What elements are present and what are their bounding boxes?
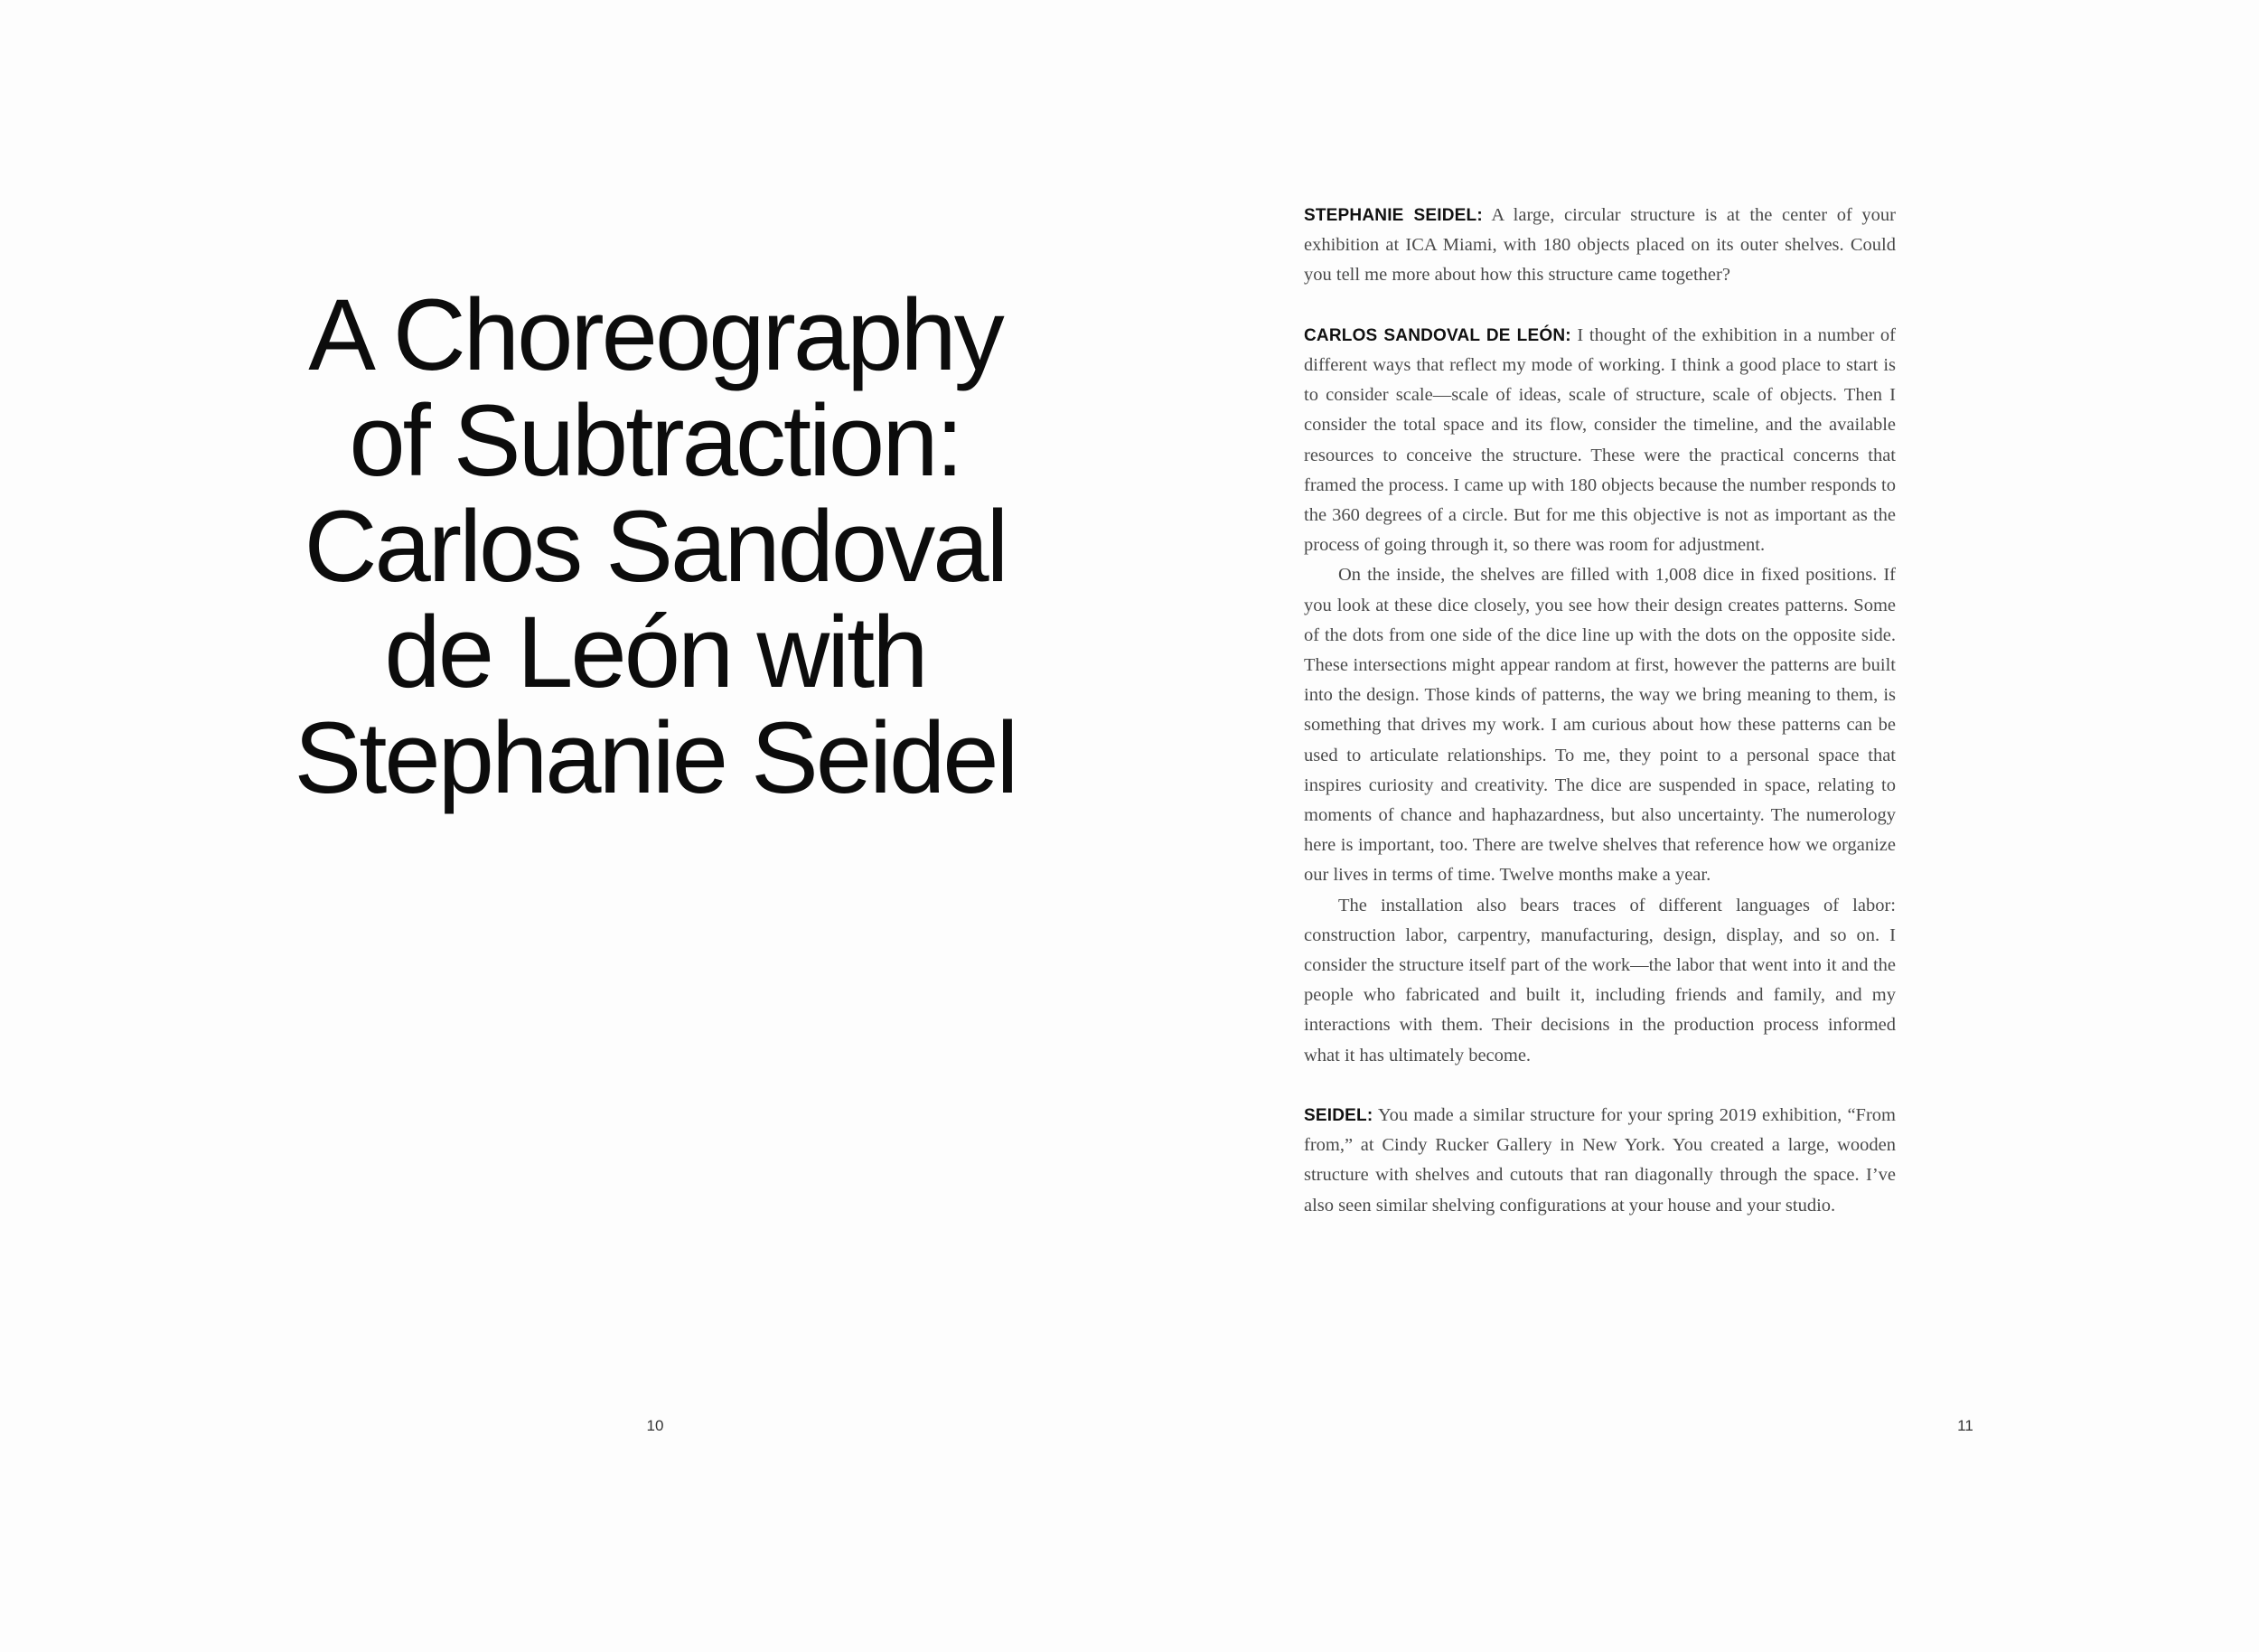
interview-body [1304,201,1896,1221]
title-line: de León with [384,596,926,709]
speaker-label: CARLOS SANDOVAL DE LEÓN: [1304,325,1571,345]
page-number-right: 11 [1957,1417,1973,1434]
paragraph-text: A large, circular structure is at the center of your exhibition at ICA Miami, with 180 objects placed on its outer shelves. Could you tell me more about how this structure came together? [1304,205,1896,286]
answer-paragraph [1304,891,1896,1071]
title-line: A Choreography [308,278,1002,391]
answer-paragraph [1304,321,1896,561]
page-number-left: 10 [646,1417,664,1434]
paragraph-text: You made a similar structure for your spring 2019 exhibition, “From from,” at Cindy Rucker Gallery in New York. You created a large, wooden structure with shelves and cutouts that ran diagonally through the space. I’ve also seen similar shelving configurations at your house and your studio. [1304,1105,1896,1216]
speaker-label: STEPHANIE SEIDEL: [1304,206,1483,225]
title-line: Carlos Sandoval [304,490,1007,603]
question-paragraph [1304,201,1896,291]
title-line: Stephanie Seidel [294,701,1017,814]
answer-paragraph [1304,560,1896,890]
article-title [226,278,1084,814]
paragraph-text: The installation also bears traces of different languages of labor: construction labor, carpentry, manufacturing, design, display, and so on. I consider the structure itself part of the work—the labor that went into it and the people who fabricated and built it, including friends and family, and my interactions with them. Their decisions in the production process informed what it has ultimately become. [1304,895,1896,1065]
paragraph-text: On the inside, the shelves are filled with 1,008 dice in fixed positions. If you look at these dice closely, you see how their design creates patterns. Some of the dots from one side of the dice line up with the dots on the opposite side. These intersections might appear random at first, however the patterns are built into the design. Those kinds of patterns, the way we bring meaning to them, is something that drives my work. I am curious about how these patterns can be used to articulate relationships. To me, they point to a personal space that inspires curiosity and creativity. The dice are suspended in space, relating to moments of chance and haphazardness, but also uncertainty. The numerology here is important, too. There are twelve shelves that reference how we organize our lives in terms of time. Twelve months make a year. [1304,565,1896,886]
title-line: of Subtraction: [349,384,961,497]
question-paragraph [1304,1101,1896,1221]
speaker-label: SEIDEL: [1304,1106,1373,1126]
paragraph-text: I thought of the exhibition in a number of different ways that reflect my mode of working. I think a good place to start is to consider scale—scale of ideas, scale of structure, scale of objects. Then I consider the total space and its flow, consider the timeline, and the available resources to conceive the structure. These were the practical concerns that framed the process. I came up with 180 objects because the number responds to the 360 degrees of a circle. But for me this objective is not as important as the process of going through it, so there was room for adjustment. [1304,324,1896,556]
